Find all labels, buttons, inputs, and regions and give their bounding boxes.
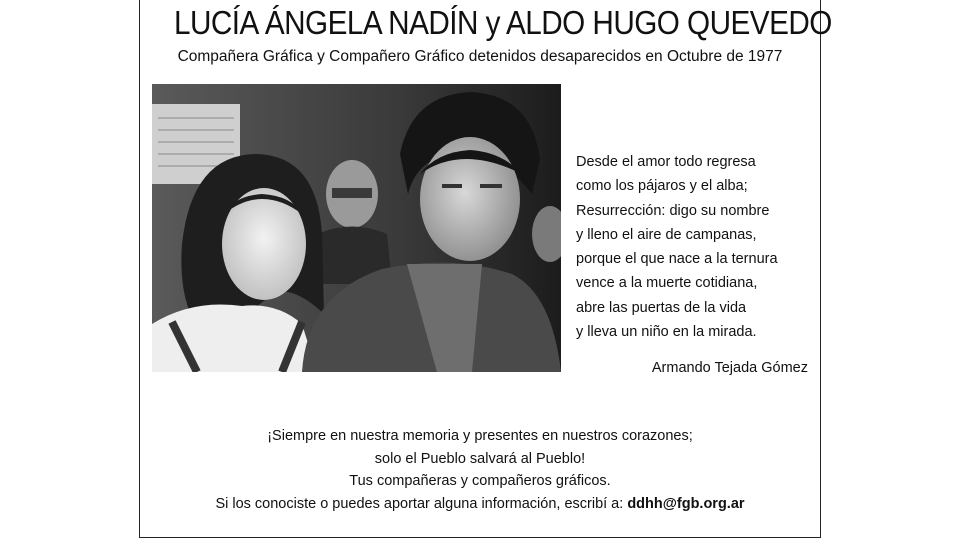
contact-email: ddhh@fgb.org.ar — [627, 495, 745, 512]
notice-subtitle: Compañera Gráfica y Compañero Gráfico detenidos desaparecidos en Octubre de 1977 — [177, 48, 783, 65]
poem-line: y lleva un niño en la mirada. — [576, 324, 757, 341]
closing-line-pueblo: solo el Pueblo salvará al Pueblo! — [374, 450, 586, 467]
contact-prefix: Si los conociste o puedes aportar alguna información, escribí a: — [215, 495, 628, 512]
poem — [576, 150, 816, 344]
closing-line-signature: Tus compañeras y compañeros gráficos. — [349, 473, 611, 489]
memorial-notice — [139, 0, 832, 538]
poem-line: porque el que nace a la ternura — [576, 251, 778, 268]
poem-line: y lleno el aire de campanas, — [576, 226, 757, 243]
closing-message — [140, 425, 820, 515]
poem-line: Resurrección: digo su nombre — [576, 202, 770, 219]
poem-line: vence a la muerte cotidiana, — [576, 275, 758, 292]
closing-line-contact — [140, 493, 820, 516]
poem-line: Desde el amor todo regresa — [576, 154, 756, 170]
notice-title: LUCÍA ÁNGELA NADÍN y ALDO HUGO QUEVEDO — [174, 4, 832, 41]
photo-image — [152, 84, 561, 372]
poem-line: abre las puertas de la vida — [576, 299, 747, 316]
poem-author: Armando Tejada Gómez — [651, 360, 808, 376]
poem-line: como los pájaros y el alba; — [576, 178, 748, 195]
memorial-photo — [152, 84, 561, 372]
closing-line-memory: ¡Siempre en nuestra memoria y presentes en nuestros corazones; — [267, 428, 693, 444]
